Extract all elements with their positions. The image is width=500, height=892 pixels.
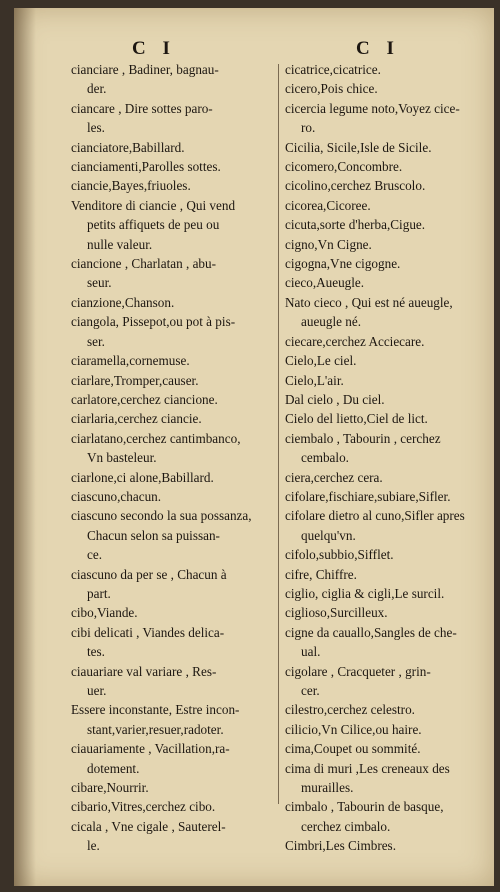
entry-line: Dal cielo , Du ciel.: [285, 391, 385, 407]
entry-line: carlatore,cerchez ciancione.: [71, 391, 218, 407]
entry-line: cilicio,Vn Cilice,ou haire.: [285, 721, 422, 737]
entry-line: ciarlatano,cerchez cantimbanco,: [71, 430, 241, 446]
dictionary-page: [14, 8, 494, 886]
entry-line: ciancione , Charlatan , abu-: [71, 256, 216, 272]
entry-line: cianciamenti,Parolles sottes.: [71, 159, 221, 175]
entry-line: cimbalo , Tabourin de basque,: [285, 799, 444, 815]
entry-line: ual.: [301, 644, 321, 660]
entry-line: cifre, Chiffre.: [285, 566, 357, 582]
entry-line: cima,Coupet ou sommité.: [285, 741, 421, 757]
entry-line: ciancare , Dire sottes paro-: [71, 100, 213, 116]
entry-line: cianciatore,Babillard.: [71, 139, 185, 155]
entry-line: le.: [87, 838, 100, 854]
page-spine-shadow: [14, 8, 36, 886]
entry-line: quelqu'vn.: [301, 527, 356, 543]
entry-line: ciglioso,Surcilleux.: [285, 605, 388, 621]
entry-line: ciangola, Pissepot,ou pot à pis-: [71, 314, 236, 330]
entry-line: uer.: [87, 683, 107, 698]
entry-line: tes.: [87, 644, 105, 660]
entry-line: cerchez cimbalo.: [301, 818, 391, 834]
entry-line: seur.: [87, 275, 112, 291]
entry-line: ciauariare val variare , Res-: [71, 663, 217, 679]
entry-line: cima di muri ,Les creneaux des: [285, 760, 450, 776]
entry-line: Nato cieco , Qui est né aueugle,: [285, 294, 453, 310]
entry-line: ciglio, ciglia & cigli,Le surcil.: [285, 585, 445, 601]
entry-line: cieco,Aueugle.: [285, 275, 365, 291]
entry-line: cicatrice,cicatrice.: [285, 62, 381, 77]
entry-line: ciarlone,ci alone,Babillard.: [71, 469, 214, 485]
entry-line: aueugle né.: [301, 314, 362, 330]
entry-line: les.: [87, 120, 105, 136]
entry-line: cigolare , Cracqueter , grin-: [285, 663, 431, 679]
entry-line: Cicilia, Sicile,Isle de Sicile.: [285, 139, 432, 155]
entry-line: cer.: [301, 683, 320, 698]
entry-line: cicomero,Concombre.: [285, 159, 403, 175]
entry-line: cigogna,Vne cigogne.: [285, 256, 401, 272]
entry-line: ciascuno,chacun.: [71, 488, 162, 504]
entry-line: der.: [87, 81, 107, 97]
entry-line: Venditore di ciancie , Qui vend: [71, 197, 236, 213]
entry-line: ciancie,Bayes,friuoles.: [71, 178, 191, 194]
entry-line: part.: [87, 585, 111, 601]
entry-line: Cielo,Le ciel.: [285, 353, 357, 369]
right-column-header: C I: [356, 38, 400, 59]
entry-line: ce.: [87, 547, 103, 563]
entry-line: ciecare,cerchez Acciecare.: [285, 333, 425, 349]
entry-line: Cielo,L'air.: [285, 372, 344, 388]
entry-line: cibario,Vitres,cerchez cibo.: [71, 799, 216, 815]
entry-line: ciauariamente , Vacillation,ra-: [71, 741, 230, 757]
entry-line: cifolare dietro al cuno,Sifler apres: [285, 508, 465, 524]
entry-line: ciarlare,Tromper,causer.: [71, 372, 199, 388]
entry-line: ciascuno secondo la sua possanza,: [71, 508, 252, 524]
entry-line: cicorea,Cicoree.: [285, 197, 371, 213]
entry-line: cicuta,sorte d'herba,Cigue.: [285, 217, 426, 233]
entry-line: stant,varier,resuer,radoter.: [87, 721, 224, 737]
entry-line: Vn basteleur.: [87, 450, 157, 466]
entry-line: cibare,Nourrir.: [71, 780, 149, 796]
left-column: [71, 60, 286, 856]
entry-line: cifolo,subbio,Sifflet.: [285, 547, 394, 563]
entry-line: cigno,Vn Cigne.: [285, 236, 372, 252]
entry-line: cianzione,Chanson.: [71, 294, 175, 310]
entry-line: cicala , Vne cigale , Sauterel-: [71, 818, 226, 834]
entry-line: ciembalo , Tabourin , cerchez: [285, 430, 441, 446]
entry-line: Cielo del lietto,Ciel de lict.: [285, 411, 428, 427]
entry-line: Essere inconstante, Estre incon-: [71, 702, 240, 718]
entry-line: petits affiquets de peu ou: [87, 217, 220, 233]
entry-line: cibi delicati , Viandes delica-: [71, 624, 225, 640]
entry-line: nulle valeur.: [87, 236, 153, 252]
entry-line: Chacun selon sa puissan-: [87, 527, 220, 543]
entry-line: ciaramella,cornemuse.: [71, 353, 190, 369]
right-column: [285, 60, 500, 856]
entry-line: dotement.: [87, 760, 140, 776]
entry-line: ciarlaria,cerchez ciancie.: [71, 411, 202, 427]
entry-line: ser.: [87, 333, 105, 349]
entry-line: cembalo.: [301, 450, 349, 466]
left-column-header: C I: [132, 38, 176, 59]
entry-line: cigne da cauallo,Sangles de che-: [285, 624, 457, 640]
entry-line: ro.: [301, 120, 316, 136]
entry-line: cicolino,cerchez Bruscolo.: [285, 178, 426, 194]
entry-line: cicero,Pois chice.: [285, 81, 378, 97]
entry-line: cibo,Viande.: [71, 605, 138, 621]
entry-line: cilestro,cerchez celestro.: [285, 702, 415, 718]
entry-line: ciera,cerchez cera.: [285, 469, 383, 485]
entry-line: ciascuno da per se , Chacun à: [71, 566, 227, 582]
entry-line: cifolare,fischiare,subiare,Sifler.: [285, 488, 451, 504]
entry-line: cicercia legume noto,Voyez cice-: [285, 100, 460, 116]
entry-line: murailles.: [301, 780, 354, 796]
entry-line: Cimbri,Les Cimbres.: [285, 838, 396, 854]
entry-line: cianciare , Badiner, bagnau-: [71, 62, 219, 77]
